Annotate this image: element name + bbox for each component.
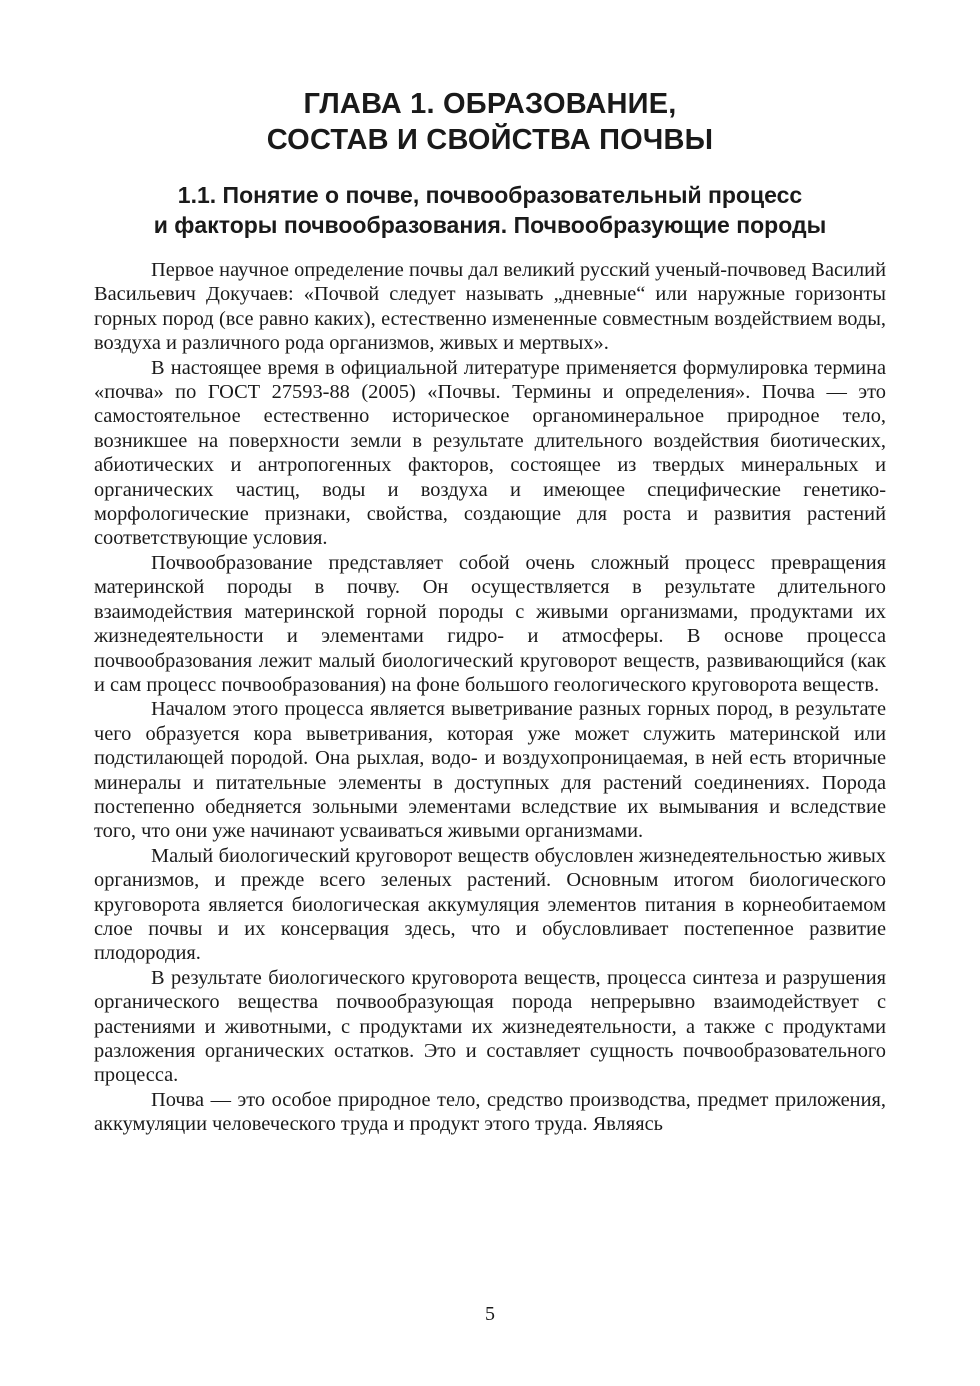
paragraph-1: Первое научное определение почвы дал великий русский ученый-почвовед Василий Васильевич Докучаев: «Почвой следует называть „дневные“ или наружные горизонты горных пород (все равно каких), естественно измененные совместным воздействием воды, воздуха и различного рода организмов, живых и мертвых». (94, 259, 886, 355)
paragraph-4: Началом этого процесса является выветривание разных горных пород, в результате чего образуется кора выветривания, которая уже может служить материнской или подстилающей породой. Она рыхлая, водо- и воздухопроницаемая, в ней есть вторичные минералы и питательные элементы в доступных для растений соединениях. Порода постепенно обедняется зольными элементами вследствие их вымывания и вследствие того, что они уже начинают усваиваться живыми организмами. (94, 698, 886, 843)
paragraph-6: В результате биологического круговорота веществ, процесса синтеза и разрушения органического вещества почвообразующая порода непрерывно взаимодействует с растениями и животными, с продуктами их жизнедеятельности, а также с продуктами разложения органических остатков. Это и составляет сущность почвообразовательного процесса. (94, 966, 886, 1087)
paragraph-5: Малый биологический круговорот веществ обусловлен жизнедеятельностью живых организмов, и прежде всего зеленых растений. Основным итогом биологического круговорота является биологическая аккумуляция элементов питания в корнеобитаемом слое почвы и их консервация здесь, что и обусловливает постепенное развитие плодородия. (94, 844, 886, 965)
body-text (94, 258, 886, 1137)
paragraph-7: Почва — это особое природное тело, средство производства, предмет приложения, аккумуляции человеческого труда и продукт этого труда. Являясь (94, 1088, 886, 1136)
section-title-line-1: 1.1. Понятие о почве, почвообразовательный процесс (177, 182, 803, 208)
chapter-title-line-1: ГЛАВА 1. ОБРАЗОВАНИЕ, (303, 88, 677, 120)
paragraph-2: В настоящее время в официальной литературе применяется формулировка термина «почва» по ГОСТ 27593-88 (2005) «Почвы. Термины и определения». Почва — это самостоятельное естественно историческое органоминеральное природное тело, возникшее на поверхности земли в результате длительного воздействия биотических, абиотических и антропогенных факторов, состоящее из твердых минеральных и органических частиц, воды и воздуха и имеющее специфические генетико-морфологические признаки, свойства, создающие для роста и развития растений соответствующие условия. (94, 356, 886, 550)
chapter-title-line-2: СОСТАВ И СВОЙСТВА ПОЧВЫ (266, 124, 714, 156)
chapter-title (92, 86, 888, 158)
page-number: 5 (485, 1303, 495, 1325)
section-title (92, 180, 888, 240)
section-title-line-2: и факторы почвообразования. Почвообразующие породы (153, 212, 827, 238)
paragraph-3: Почвообразование представляет собой очень сложный процесс превращения материнской породы в почву. Он осуществляется в результате длительного взаимодействия материнской горной породы с живыми организмами, продуктами их жизнедеятельности и элементами гидро- и атмосферы. В основе процесса почвообразования лежит малый биологический круговорот веществ, развивающийся (как и сам процесс почвообразования) на фоне большого геологического круговорота веществ. (94, 551, 886, 696)
